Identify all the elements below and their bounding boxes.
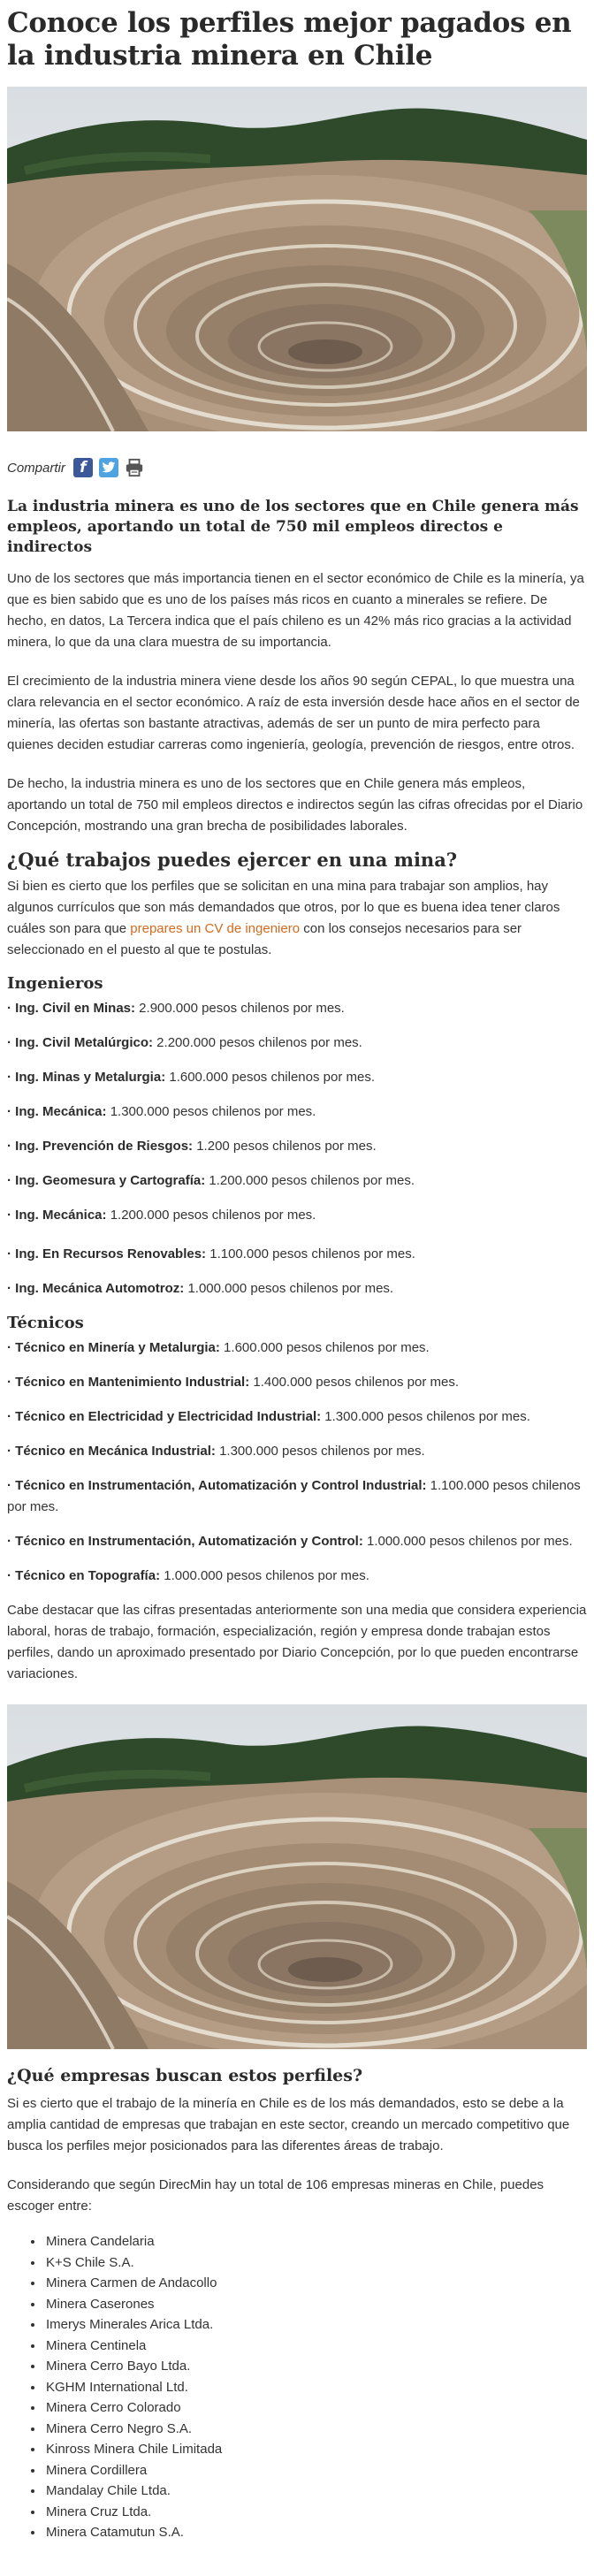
salary-item (7, 1372, 587, 1393)
engineers-list (7, 998, 587, 1299)
jobs-text-after: con los consejos necesarios para ser seleccionado en el puesto al que te postulas. (7, 921, 522, 957)
company-list-item: • KGHM International Ltd. (44, 2377, 587, 2398)
companies-list (7, 2231, 587, 2543)
company-list-item: • Minera Cerro Bayo Ltda. (44, 2356, 587, 2377)
role-salary: 1.400.000 pesos chilenos por mes. (249, 1375, 460, 1390)
companies-paragraph: Considerando que según DirecMin hay un total de 106 empresas mineras en Chile, puedes escoger entre: (7, 2177, 544, 2214)
printer-icon[interactable] (125, 458, 144, 477)
role-salary: 1.300.000 pesos chilenos por mes. (106, 1104, 316, 1119)
role-name: · Ing. Civil en Minas: (7, 1001, 136, 1016)
role-salary: 1.600.000 pesos chilenos por mes. (165, 1070, 376, 1085)
salary-item (7, 1136, 587, 1157)
role-name: · Ing. Geomesura y Cartografía: (7, 1173, 206, 1188)
role-name: · Técnico en Minería y Metalurgia: (7, 1340, 220, 1355)
technicians-heading: Técnicos (7, 1314, 84, 1332)
role-name: · Ing. Mecánica Automotroz: (7, 1281, 185, 1296)
cv-ingeniero-link[interactable]: prepares un CV de ingeniero (130, 921, 301, 936)
role-name: · Técnico en Instrumentación, Automatización y Control: (7, 1534, 363, 1549)
engineers-heading: Ingenieros (7, 974, 103, 993)
salary-item (7, 1244, 587, 1265)
technicians-list (7, 1338, 587, 1587)
role-name: · Ing. Mecánica: (7, 1104, 107, 1119)
role-name: · Técnico en Electricidad y Electricidad Industrial: (7, 1409, 322, 1424)
intro-paragraph: De hecho, la industria minera es uno de los sectores que en Chile genera más empleos, aportando un total de 750 mil empleos directos e indirectos según las cifras ofrecidas por el Diario Concepción, mostrando una gran brecha de posibilidades laborales. (7, 776, 583, 834)
hero-image (7, 87, 587, 431)
intro-paragraph: Uno de los sectores que más importancia tienen en el sector económico de Chile es la minería, ya que es bien sabido que es uno de los países más ricos en cuanto a minerales se refiere. De hecho, en datos, La Tercera indica que el país chileno es un 42% más rico gracias a la actividad minera, lo que da una clara muestra de su importancia. (7, 571, 584, 650)
note-paragraph: Cabe destacar que las cifras presentadas anteriormente son una media que considera experiencia laboral, horas de trabajo, formación, especialización, región y empresa donde trabajan estos perfiles, dando un aproximado presentado por Diario Concepción, por lo que pueden encontrarse variaciones. (7, 1603, 587, 1681)
role-salary: 1.000.000 pesos chilenos por mes. (184, 1281, 394, 1296)
share-bar (7, 457, 587, 478)
company-list-item: • Minera Candelaria (44, 2231, 587, 2252)
role-salary: 1.200.000 pesos chilenos por mes. (205, 1173, 415, 1188)
salary-item (7, 1278, 587, 1299)
role-name: · Técnico en Topografía: (7, 1568, 161, 1583)
salary-item (7, 1475, 587, 1518)
salary-item (7, 1170, 587, 1192)
role-name: · Ing. Civil Metalúrgico: (7, 1035, 154, 1050)
salary-item (7, 1067, 587, 1088)
jobs-text-before: Si bien es cierto que los perfiles que se solicitan en una mina para trabajar son amplios, hay algunos currículos que son más demandados que otros, por lo que es buena idea tener claros cuáles son para que (7, 879, 560, 936)
second-image (7, 1704, 587, 2049)
role-name: · Técnico en Mecánica Industrial: (7, 1444, 216, 1459)
role-salary: 1.100.000 pesos chilenos por mes. (206, 1246, 415, 1261)
jobs-heading: ¿Qué trabajos puedes ejercer en una mina? (7, 849, 458, 871)
company-list-item: • Minera Catamutun S.A. (44, 2522, 587, 2543)
role-salary: 1.600.000 pesos chilenos por mes. (219, 1340, 430, 1355)
company-list-item: • Imerys Minerales Arica Ltda. (44, 2314, 587, 2336)
company-list-item: • Kinross Minera Chile Limitada (44, 2439, 587, 2460)
role-salary: 1.000.000 pesos chilenos por mes. (362, 1534, 573, 1549)
role-salary: 2.200.000 pesos chilenos por mes. (153, 1035, 362, 1050)
role-name: · Técnico en Mantenimiento Industrial: (7, 1375, 250, 1390)
article (0, 7, 594, 2543)
companies-heading: ¿Qué empresas buscan estos perfiles? (7, 2066, 363, 2085)
company-list-item: • Minera Cerro Negro S.A. (44, 2419, 587, 2440)
salary-item (7, 1531, 587, 1552)
salary-item (7, 1101, 587, 1123)
salary-item (7, 1406, 587, 1428)
role-salary: 1.200.000 pesos chilenos por mes. (106, 1208, 316, 1223)
company-list-item: • Mandalay Chile Ltda. (44, 2481, 587, 2502)
salary-item (7, 1441, 587, 1462)
salary-item (7, 1205, 587, 1226)
share-label: Compartir (7, 460, 65, 476)
role-name: · Ing. Prevención de Riesgos: (7, 1139, 194, 1154)
role-salary: 2.900.000 pesos chilenos por mes. (135, 1001, 345, 1016)
role-salary: 1.300.000 pesos chilenos por mes. (321, 1409, 530, 1424)
role-salary: 1.200 pesos chilenos por mes. (193, 1139, 377, 1154)
lead-paragraph: La industria minera es uno de los sectores que en Chile genera más empleos, aportando un total de 750 mil empleos directos e indirectos (7, 498, 579, 556)
salary-item (7, 1033, 587, 1054)
salary-item (7, 1338, 587, 1359)
twitter-icon[interactable] (99, 458, 118, 477)
company-list-item: • K+S Chile S.A. (44, 2252, 587, 2274)
role-name: · Ing. Minas y Metalurgia: (7, 1070, 166, 1085)
salary-item (7, 1566, 587, 1587)
company-list-item: • Minera Cerro Colorado (44, 2397, 587, 2419)
company-list-item: • Minera Caserones (44, 2294, 587, 2315)
role-salary: 1.000.000 pesos chilenos por mes. (160, 1568, 369, 1583)
role-name: · Técnico en Instrumentación, Automatización y Control Industrial: (7, 1478, 427, 1493)
company-list-item: • Minera Carmen de Andacollo (44, 2273, 587, 2294)
jobs-paragraph (7, 876, 587, 961)
company-list-item: • Minera Cordillera (44, 2460, 587, 2481)
page-title: Conoce los perfiles mejor pagados en la industria minera en Chile (7, 7, 572, 72)
role-name: · Ing. En Recursos Renovables: (7, 1246, 207, 1261)
companies-paragraph: Si es cierto que el trabajo de la minería en Chile es de los más demandados, esto se debe a la amplia cantidad de empresas que trabajan en este sector, creando un mercado competitivo que busca los perfiles mejor posicionados para las diferentes áreas de trabajo. (7, 2096, 570, 2153)
role-salary: 1.100.000 pesos chilenos por mes. (7, 1478, 581, 1514)
company-list-item: • Minera Cruz Ltda. (44, 2502, 587, 2523)
facebook-icon[interactable]: f (73, 458, 93, 477)
role-salary: 1.300.000 pesos chilenos por mes. (215, 1444, 425, 1459)
intro-paragraph: El crecimiento de la industria minera viene desde los años 90 según CEPAL, lo que muestra una clara relevancia en el sector económico. A raíz de esta inversión desde hace años en el sector de minería, las ofertas son bastante atractivas, además de ser un punto de mira perfecto para quienes deciden estudiar carreras como ingeniería, geología, prevención de riesgos, entre otros. (7, 674, 580, 752)
company-list-item: • Minera Centinela (44, 2336, 587, 2357)
salary-item (7, 998, 587, 1019)
role-name: · Ing. Mecánica: (7, 1208, 107, 1223)
